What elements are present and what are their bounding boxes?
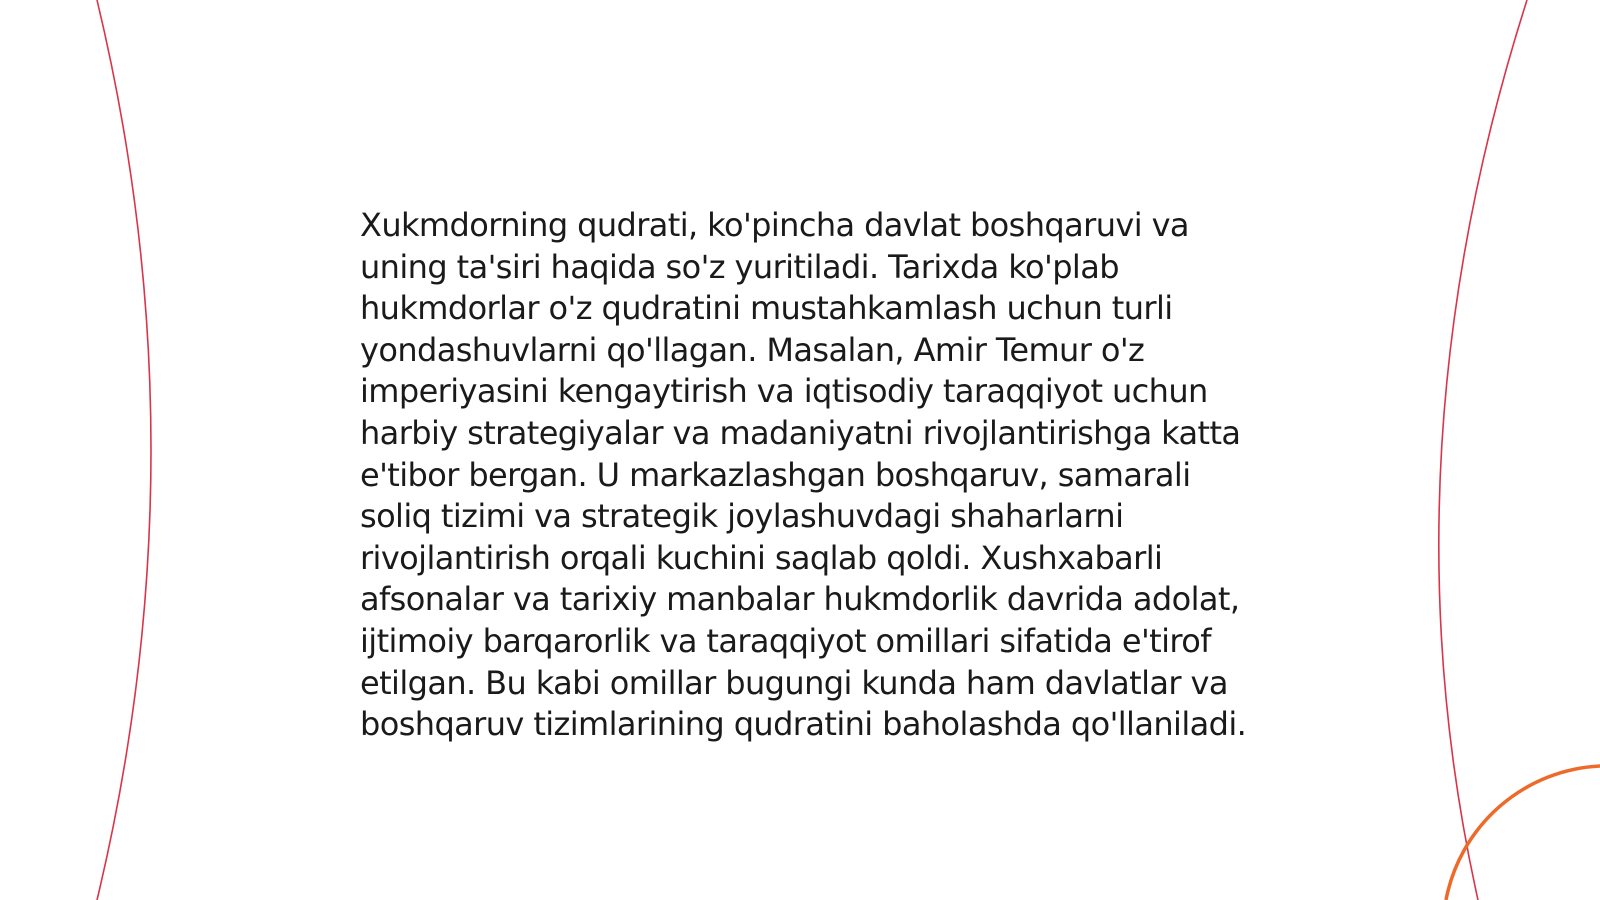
right-curve-line bbox=[1439, 0, 1527, 900]
left-curve-line bbox=[97, 0, 151, 900]
body-paragraph: Xukmdorning qudrati, ko'pincha davlat boshqaruvi va uning ta'siri haqida so'z yuritiladi. Tarixda ko'plab hukmdorlar o'z qudratini mustahkamlash uchun turli yondashuvlarni qo'llagan. Masalan, Amir Temur o'z imperiyasini kengaytirish va iqtisodiy taraqqiyot uchun harbiy strategiyalar va madaniyatni rivojlantirishga katta e'tibor bergan. U markazlashgan boshqaruv, samarali soliq tizimi va strategik joylashuvdagi shaharlarni rivojlantirish orqali kuchini saqlab qoldi. Xushxabarli afsonalar va tarixiy manbalar hukmdorlik davrida adolat, ijtimoiy barqarorlik va taraqqiyot omillari sifatida e'tirof etilgan. Bu kabi omillar bugungi kunda ham davlatlar va boshqaruv tizimlarining qudratini baholashda qo'llaniladi. bbox=[360, 206, 1247, 744]
orange-arc-accent bbox=[1446, 766, 1600, 900]
